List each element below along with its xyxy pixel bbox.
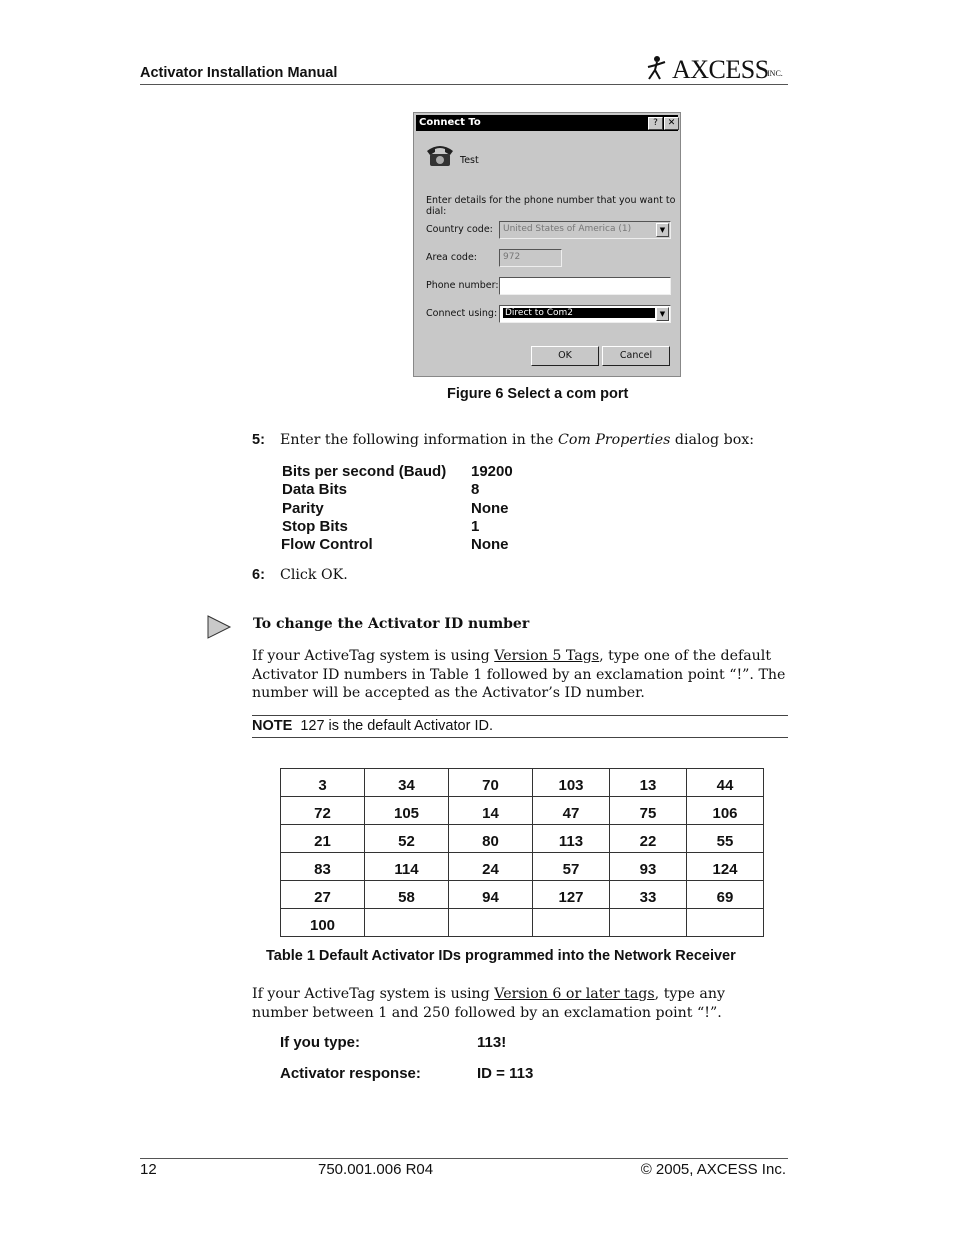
version-5-tags-link[interactable]: Version 5 Tags xyxy=(494,648,600,664)
property-label: Flow Control xyxy=(281,536,373,554)
header-rule xyxy=(140,84,788,85)
table-row xyxy=(281,825,764,853)
dialog-title: Connect To xyxy=(419,117,481,128)
step-6-text: Click OK. xyxy=(280,567,348,583)
if-you-type-label: If you type: xyxy=(280,1034,361,1051)
table-cell: 124 xyxy=(687,853,764,881)
help-button[interactable]: ? xyxy=(648,117,663,130)
table-cell: 57 xyxy=(533,853,610,881)
connect-using-value: Direct to Com2 xyxy=(503,308,655,318)
table-cell: 80 xyxy=(449,825,533,853)
table-cell: 21 xyxy=(281,825,365,853)
table-cell: 106 xyxy=(687,797,764,825)
property-value: None xyxy=(471,499,509,517)
com-properties-labels xyxy=(282,463,446,554)
property-value: None xyxy=(471,536,509,554)
table-cell xyxy=(687,909,764,937)
chevron-down-icon[interactable]: ▼ xyxy=(656,307,669,321)
table-cell: 24 xyxy=(449,853,533,881)
com-properties-values xyxy=(471,463,513,554)
table-cell: 3 xyxy=(281,769,365,797)
connect-to-dialog xyxy=(413,112,681,377)
step-6-number: 6: xyxy=(252,567,265,583)
connect-using-label: Connect using: xyxy=(426,308,498,319)
table-cell: 94 xyxy=(449,881,533,909)
note-label: NOTE xyxy=(252,718,293,734)
close-button[interactable]: ✕ xyxy=(664,117,679,130)
table-row xyxy=(281,881,764,909)
para2-text-a: If your ActiveTag system is using xyxy=(252,986,495,1002)
cancel-button[interactable]: Cancel xyxy=(602,346,670,366)
property-label: Parity xyxy=(282,499,324,517)
area-code-input[interactable]: 972 xyxy=(499,249,562,267)
table-row xyxy=(281,853,764,881)
table-cell: 47 xyxy=(533,797,610,825)
table-cell xyxy=(610,909,687,937)
table-cell: 27 xyxy=(281,881,365,909)
note-bottom-rule xyxy=(252,737,788,738)
table-cell: 14 xyxy=(449,797,533,825)
country-code-label: Country code: xyxy=(426,224,493,235)
property-value: 19200 xyxy=(471,463,513,480)
step-5-text-a: Enter the following information in the xyxy=(280,432,558,448)
connection-name: Test xyxy=(460,155,479,166)
table-cell: 44 xyxy=(687,769,764,797)
para1-text-b: , type one of the default Activator ID numbers in Table 1 followed by an exclamation point “!”. The number will be accepted as the Activator’s ID number. xyxy=(252,648,786,701)
if-you-type-value: 113! xyxy=(477,1034,507,1051)
table-row xyxy=(281,769,764,797)
connect-using-select[interactable] xyxy=(499,305,671,323)
dialog-prompt: Enter details for the phone number that you want to dial: xyxy=(426,195,676,217)
table-cell xyxy=(449,909,533,937)
table-cell: 33 xyxy=(610,881,687,909)
property-label: Data Bits xyxy=(282,481,348,499)
table-row xyxy=(281,797,764,825)
table-cell: 75 xyxy=(610,797,687,825)
country-code-select[interactable] xyxy=(499,221,671,239)
running-figure-icon xyxy=(645,55,669,81)
table-cell: 13 xyxy=(610,769,687,797)
table-caption: Table 1 Default Activator IDs programmed into the Network Receiver xyxy=(266,948,736,964)
table-cell: 127 xyxy=(533,881,610,909)
com-properties-term: Com Properties xyxy=(557,432,671,448)
document-number: 750.001.006 R04 xyxy=(318,1161,434,1178)
table-cell: 58 xyxy=(365,881,449,909)
table-cell: 69 xyxy=(687,881,764,909)
step-5-text-b: dialog box: xyxy=(670,432,755,448)
note-top-rule xyxy=(252,715,788,716)
page-number: 12 xyxy=(140,1161,157,1178)
phone-number-label: Phone number: xyxy=(426,280,499,291)
table-cell xyxy=(533,909,610,937)
table-row xyxy=(281,909,764,937)
telephone-icon xyxy=(424,139,456,169)
table-cell: 93 xyxy=(610,853,687,881)
footer-rule xyxy=(140,1158,788,1159)
table-cell: 52 xyxy=(365,825,449,853)
ok-button[interactable]: OK xyxy=(531,346,599,366)
version-6-tags-link[interactable]: Version 6 or later tags xyxy=(494,986,655,1002)
version-6-paragraph xyxy=(252,985,772,1022)
note-text: 127 is the default Activator ID. xyxy=(292,718,493,734)
copyright: © 2005, AXCESS Inc. xyxy=(640,1161,786,1178)
table-cell: 72 xyxy=(281,797,365,825)
step-5-number: 5: xyxy=(252,432,265,448)
procedure-arrow-icon xyxy=(206,614,232,640)
phone-number-input[interactable] xyxy=(499,277,671,295)
version-5-paragraph xyxy=(252,647,792,703)
procedure-heading: To change the Activator ID number xyxy=(253,616,530,632)
country-code-value: United States of America (1) xyxy=(503,224,632,234)
chevron-down-icon[interactable]: ▼ xyxy=(656,223,669,237)
step-5-text xyxy=(280,431,754,450)
table-cell: 103 xyxy=(533,769,610,797)
axcess-logo xyxy=(645,55,790,83)
property-value: 8 xyxy=(471,481,480,499)
table-cell: 55 xyxy=(687,825,764,853)
table-cell: 22 xyxy=(610,825,687,853)
property-label: Stop Bits xyxy=(282,517,348,535)
para1-text-a: If your ActiveTag system is using xyxy=(252,648,495,664)
table-cell xyxy=(365,909,449,937)
activator-id-table xyxy=(280,768,764,937)
table-cell: 83 xyxy=(281,853,365,881)
table-cell: 113 xyxy=(533,825,610,853)
activator-response-label: Activator response: xyxy=(280,1065,421,1082)
property-value: 1 xyxy=(471,517,480,535)
manual-title: Activator Installation Manual xyxy=(140,65,338,81)
figure-caption: Figure 6 Select a com port xyxy=(447,386,629,402)
activator-response-value: ID = 113 xyxy=(477,1065,534,1082)
property-label: Bits per second (Baud) xyxy=(282,463,447,480)
note xyxy=(252,718,493,734)
table-cell: 70 xyxy=(449,769,533,797)
logo-word: AXCESS xyxy=(672,55,769,84)
para2-text-b: , type any number between 1 and 250 followed by an exclamation point “!”. xyxy=(252,986,726,1021)
area-code-label: Area code: xyxy=(426,252,477,263)
table-cell: 34 xyxy=(365,769,449,797)
table-cell: 105 xyxy=(365,797,449,825)
dialog-titlebar xyxy=(416,115,678,131)
table-cell: 114 xyxy=(365,853,449,881)
logo-suffix: INC. xyxy=(767,69,783,78)
table-cell: 100 xyxy=(281,909,365,937)
